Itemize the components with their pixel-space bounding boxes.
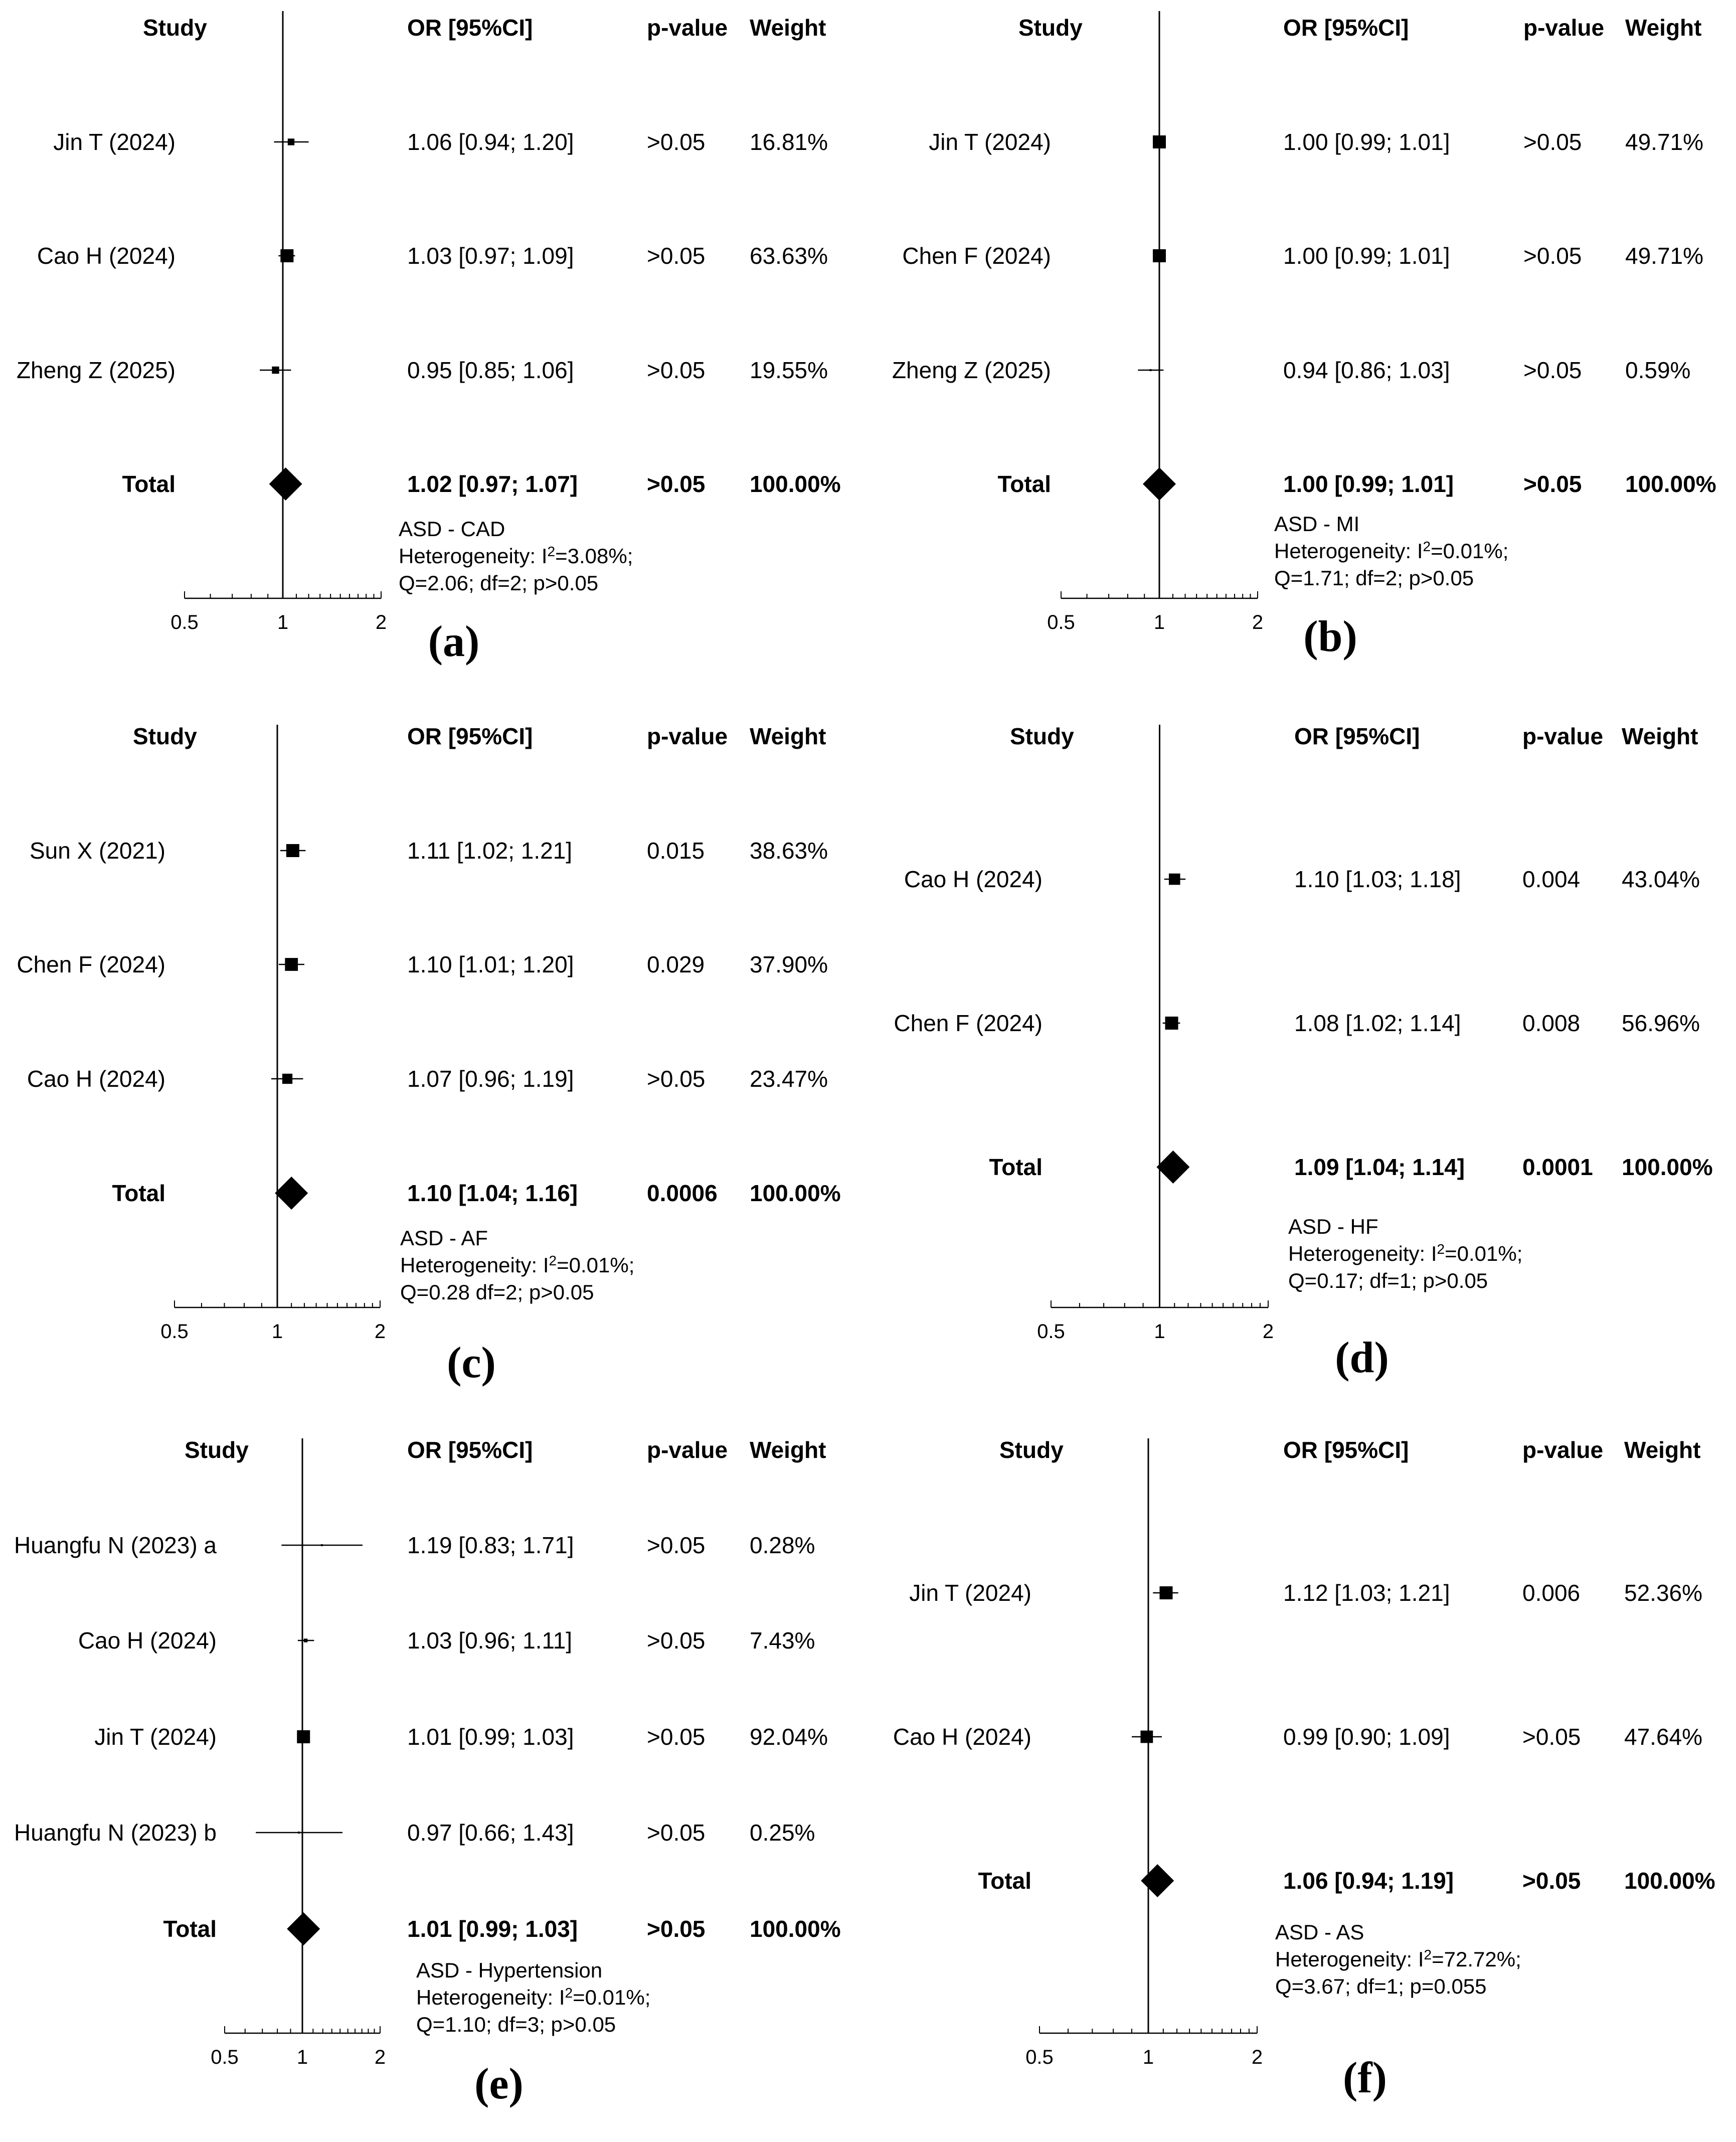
total-weight: 100.00% <box>1624 1868 1715 1894</box>
study-effect-square <box>280 249 293 262</box>
study-effect-square <box>285 958 298 971</box>
header-weight: Weight <box>1625 15 1702 41</box>
forest-panel-b <box>868 0 1736 714</box>
study-effect-square <box>298 1832 300 1834</box>
study-pvalue: 0.029 <box>647 951 705 977</box>
study-pvalue: 0.008 <box>1522 1010 1581 1036</box>
study-pvalue: >0.05 <box>647 1532 706 1558</box>
x-tick-label: 1 <box>1153 611 1165 633</box>
study-or-ci: 1.12 [1.03; 1.21] <box>1283 1580 1450 1606</box>
total-pvalue: 0.0001 <box>1522 1154 1593 1180</box>
study-name: Cao H (2024) <box>893 1724 1031 1750</box>
header-pvalue: p-value <box>647 723 728 749</box>
header-or: OR [95%CI] <box>1294 723 1420 749</box>
study-name: Chen F (2024) <box>902 243 1051 269</box>
pooled-effect-diamond <box>269 467 302 501</box>
outcome-label: ASD - MI <box>1274 512 1360 536</box>
forest-panel-c <box>0 714 868 1427</box>
x-tick-label: 1 <box>1154 1321 1165 1343</box>
study-weight: 49.71% <box>1625 243 1704 269</box>
study-pvalue: >0.05 <box>647 1066 706 1092</box>
header-weight: Weight <box>750 1437 826 1463</box>
x-tick-label: 2 <box>1262 1321 1274 1343</box>
total-weight: 100.00% <box>1622 1154 1713 1180</box>
header-or: OR [95%CI] <box>1283 1437 1409 1463</box>
x-tick-label: 0.5 <box>160 1321 189 1343</box>
pooled-effect-diamond <box>287 1912 320 1945</box>
study-name: Huangfu N (2023) b <box>14 1820 217 1846</box>
study-weight: 0.28% <box>750 1532 815 1558</box>
study-or-ci: 1.03 [0.96; 1.11] <box>407 1627 573 1654</box>
header-study: Study <box>133 723 197 749</box>
header-weight: Weight <box>750 15 826 41</box>
total-label: Total <box>978 1868 1031 1894</box>
x-tick-label: 2 <box>374 1321 386 1343</box>
pooled-effect-diamond <box>1143 467 1176 501</box>
study-name: Chen F (2024) <box>894 1010 1043 1036</box>
total-pvalue: >0.05 <box>1522 1868 1581 1894</box>
header-study: Study <box>143 15 207 41</box>
heterogeneity-stats: Q=0.17; df=1; p>0.05 <box>1288 1269 1488 1292</box>
heterogeneity-stats: Q=2.06; df=2; p>0.05 <box>399 571 599 595</box>
study-effect-square <box>321 1544 323 1546</box>
study-name: Zheng Z (2025) <box>16 357 176 383</box>
heterogeneity-i2: Heterogeneity: $I^2=0.01\%$; <box>1288 1241 1523 1265</box>
study-pvalue: >0.05 <box>647 1724 706 1750</box>
study-effect-square <box>272 367 279 374</box>
x-tick-label: 1 <box>271 1321 283 1343</box>
heterogeneity-i2: Heterogeneity: $I^2=0.01\%$; <box>1274 539 1509 563</box>
total-label: Total <box>997 471 1051 497</box>
forest-plot-svg <box>868 1427 1736 2141</box>
x-tick-label: 0.5 <box>1025 2046 1054 2068</box>
study-effect-square <box>288 138 294 145</box>
study-or-ci: 1.10 [1.03; 1.18] <box>1294 866 1461 892</box>
study-pvalue: >0.05 <box>1523 129 1582 155</box>
header-study: Study <box>999 1437 1064 1463</box>
x-tick-label: 1 <box>1142 2046 1154 2068</box>
header-pvalue: p-value <box>647 1437 728 1463</box>
study-name: Jin T (2024) <box>929 129 1051 155</box>
header-pvalue: p-value <box>1522 1437 1604 1463</box>
study-pvalue: >0.05 <box>1523 243 1582 269</box>
total-label: Total <box>122 471 176 497</box>
heterogeneity-note <box>1275 1919 1521 2000</box>
panel-label: (f) <box>1343 2054 1387 2102</box>
study-effect-square <box>1153 249 1166 262</box>
study-name: Jin T (2024) <box>909 1580 1031 1606</box>
header-or: OR [95%CI] <box>1283 15 1409 41</box>
study-weight: 56.96% <box>1622 1010 1700 1036</box>
header-or: OR [95%CI] <box>407 1437 533 1463</box>
heterogeneity-stats: Q=1.10; df=3; p>0.05 <box>416 2013 616 2036</box>
total-weight: 100.00% <box>750 1180 841 1206</box>
study-pvalue: 0.015 <box>647 838 705 864</box>
study-effect-square <box>304 1638 307 1642</box>
heterogeneity-note <box>1274 511 1508 592</box>
x-tick-label: 0.5 <box>1047 611 1075 633</box>
heterogeneity-note <box>400 1225 634 1306</box>
study-weight: 16.81% <box>750 129 828 155</box>
pooled-effect-diamond <box>275 1177 308 1210</box>
study-or-ci: 1.06 [0.94; 1.20] <box>407 129 574 155</box>
x-tick-label: 2 <box>374 2046 386 2068</box>
header-weight: Weight <box>750 723 826 749</box>
total-weight: 100.00% <box>750 471 841 497</box>
header-study: Study <box>185 1437 249 1463</box>
heterogeneity-i2: Heterogeneity: $I^2=3.08\%$; <box>399 544 633 568</box>
total-or-ci: 1.06 [0.94; 1.19] <box>1283 1868 1454 1894</box>
panel-label: (b) <box>1303 612 1357 661</box>
header-pvalue: p-value <box>1522 723 1604 749</box>
study-name: Cao H (2024) <box>904 866 1043 892</box>
heterogeneity-note <box>1288 1213 1522 1294</box>
study-pvalue: >0.05 <box>647 1820 706 1846</box>
outcome-label: ASD - Hypertension <box>416 1958 603 1982</box>
study-weight: 92.04% <box>750 1724 828 1750</box>
study-or-ci: 0.97 [0.66; 1.43] <box>407 1820 574 1846</box>
study-weight: 49.71% <box>1625 129 1704 155</box>
heterogeneity-note <box>416 1957 650 2038</box>
study-or-ci: 0.99 [0.90; 1.09] <box>1283 1724 1450 1750</box>
study-effect-square <box>1169 874 1180 885</box>
study-effect-square <box>1140 1731 1153 1743</box>
heterogeneity-i2: Heterogeneity: $I^2=0.01\%$; <box>416 1985 651 2009</box>
heterogeneity-note <box>399 516 633 597</box>
study-or-ci: 0.95 [0.85; 1.06] <box>407 357 574 383</box>
panel-label: (d) <box>1335 1334 1389 1382</box>
study-or-ci: 1.19 [0.83; 1.71] <box>407 1532 574 1558</box>
study-or-ci: 1.08 [1.02; 1.14] <box>1294 1010 1461 1036</box>
forest-panel-f <box>868 1427 1736 2141</box>
total-pvalue: >0.05 <box>647 1916 706 1942</box>
study-weight: 0.59% <box>1625 357 1691 383</box>
x-tick-label: 0.5 <box>170 611 199 633</box>
study-name: Zheng Z (2025) <box>892 357 1051 383</box>
x-tick-label: 0.5 <box>1037 1321 1065 1343</box>
study-pvalue: >0.05 <box>647 357 706 383</box>
heterogeneity-stats: Q=1.71; df=2; p>0.05 <box>1274 566 1474 590</box>
study-pvalue: >0.05 <box>1522 1724 1581 1750</box>
x-tick-label: 2 <box>375 611 387 633</box>
panel-label: (c) <box>447 1339 496 1387</box>
outcome-label: ASD - AF <box>400 1226 488 1250</box>
study-or-ci: 1.00 [0.99; 1.01] <box>1283 129 1450 155</box>
study-effect-square <box>286 844 299 857</box>
header-weight: Weight <box>1624 1437 1701 1463</box>
study-name: Cao H (2024) <box>78 1627 217 1654</box>
forest-panel-a <box>0 0 868 714</box>
study-name: Chen F (2024) <box>17 951 165 977</box>
study-effect-square <box>297 1730 310 1743</box>
study-or-ci: 1.03 [0.97; 1.09] <box>407 243 574 269</box>
header-pvalue: p-value <box>647 15 728 41</box>
total-or-ci: 1.01 [0.99; 1.03] <box>407 1916 578 1942</box>
x-tick-label: 2 <box>1251 2046 1263 2068</box>
study-weight: 19.55% <box>750 357 828 383</box>
heterogeneity-stats: Q=3.67; df=1; p=0.055 <box>1275 1974 1487 1998</box>
heterogeneity-stats: Q=0.28 df=2; p>0.05 <box>400 1280 594 1304</box>
total-or-ci: 1.10 [1.04; 1.16] <box>407 1180 578 1206</box>
study-weight: 52.36% <box>1624 1580 1703 1606</box>
heterogeneity-i2: Heterogeneity: $I^2=0.01\%$; <box>400 1253 635 1277</box>
study-pvalue: 0.004 <box>1522 866 1581 892</box>
total-pvalue: 0.0006 <box>647 1180 718 1206</box>
header-or: OR [95%CI] <box>407 723 533 749</box>
study-weight: 37.90% <box>750 951 828 977</box>
x-tick-label: 1 <box>296 2046 308 2068</box>
x-tick-label: 1 <box>277 611 289 633</box>
total-or-ci: 1.02 [0.97; 1.07] <box>407 471 578 497</box>
total-label: Total <box>989 1154 1043 1180</box>
study-pvalue: 0.006 <box>1522 1580 1581 1606</box>
study-or-ci: 1.01 [0.99; 1.03] <box>407 1724 574 1750</box>
study-pvalue: >0.05 <box>1523 357 1582 383</box>
study-or-ci: 1.00 [0.99; 1.01] <box>1283 243 1450 269</box>
total-pvalue: >0.05 <box>647 471 706 497</box>
outcome-label: ASD - CAD <box>399 517 505 541</box>
study-weight: 47.64% <box>1624 1724 1703 1750</box>
forest-panel-e <box>0 1427 868 2141</box>
panel-label: (e) <box>474 2060 524 2108</box>
pooled-effect-diamond <box>1141 1864 1174 1897</box>
study-name: Sun X (2021) <box>29 838 165 864</box>
study-effect-square <box>282 1074 292 1084</box>
header-pvalue: p-value <box>1523 15 1605 41</box>
study-or-ci: 1.10 [1.01; 1.20] <box>407 951 574 977</box>
forest-panel-d <box>868 714 1736 1427</box>
heterogeneity-i2: Heterogeneity: $I^2=72.72\%$; <box>1275 1947 1521 1971</box>
study-effect-square <box>1159 1586 1172 1599</box>
study-weight: 43.04% <box>1622 866 1700 892</box>
header-study: Study <box>1010 723 1074 749</box>
x-tick-label: 2 <box>1252 611 1264 633</box>
study-name: Jin T (2024) <box>53 129 176 155</box>
study-effect-square <box>1153 135 1166 148</box>
study-weight: 0.25% <box>750 1820 815 1846</box>
study-name: Huangfu N (2023) a <box>14 1532 217 1558</box>
study-pvalue: >0.05 <box>647 243 706 269</box>
study-weight: 23.47% <box>750 1066 828 1092</box>
study-pvalue: >0.05 <box>647 129 706 155</box>
study-or-ci: 1.07 [0.96; 1.19] <box>407 1066 574 1092</box>
outcome-label: ASD - HF <box>1288 1215 1378 1238</box>
study-weight: 38.63% <box>750 838 828 864</box>
total-label: Total <box>163 1916 217 1942</box>
study-name: Cao H (2024) <box>37 243 176 269</box>
total-pvalue: >0.05 <box>1523 471 1582 497</box>
x-tick-label: 0.5 <box>211 2046 239 2068</box>
study-weight: 63.63% <box>750 243 828 269</box>
study-effect-square <box>1165 1017 1178 1030</box>
total-or-ci: 1.00 [0.99; 1.01] <box>1283 471 1454 497</box>
study-effect-square <box>1150 369 1152 371</box>
study-pvalue: >0.05 <box>647 1627 706 1654</box>
study-or-ci: 0.94 [0.86; 1.03] <box>1283 357 1450 383</box>
total-weight: 100.00% <box>750 1916 841 1942</box>
pooled-effect-diamond <box>1156 1150 1189 1184</box>
outcome-label: ASD - AS <box>1275 1920 1364 1944</box>
total-label: Total <box>112 1180 165 1206</box>
forest-plot-svg <box>868 714 1736 1427</box>
study-weight: 7.43% <box>750 1627 815 1654</box>
header-weight: Weight <box>1622 723 1698 749</box>
study-name: Cao H (2024) <box>27 1066 165 1092</box>
study-name: Jin T (2024) <box>94 1724 217 1750</box>
study-or-ci: 1.11 [1.02; 1.21] <box>407 838 573 864</box>
total-or-ci: 1.09 [1.04; 1.14] <box>1294 1154 1465 1180</box>
total-weight: 100.00% <box>1625 471 1716 497</box>
panel-label: (a) <box>428 617 480 666</box>
header-or: OR [95%CI] <box>407 15 533 41</box>
header-study: Study <box>1018 15 1083 41</box>
